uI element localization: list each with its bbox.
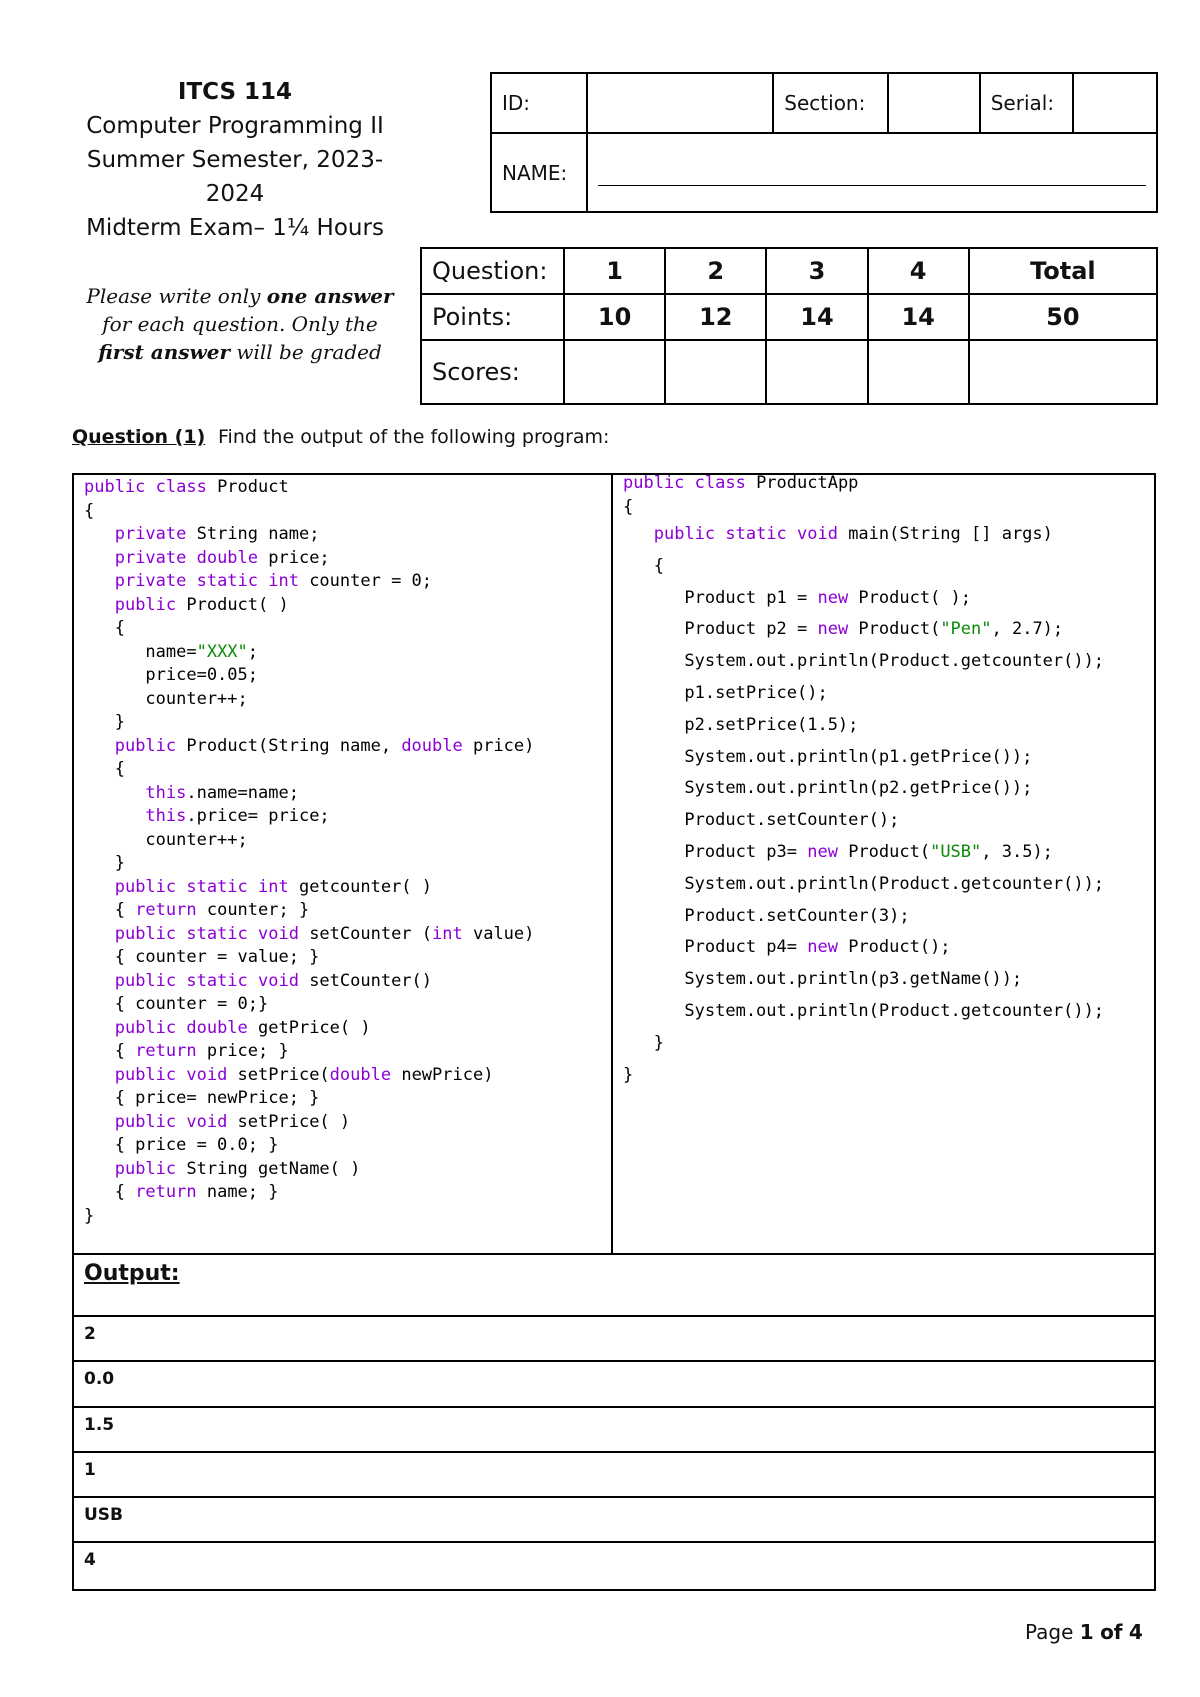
question-1-text: Find the output of the following program: xyxy=(218,426,610,448)
note-text: for each question. Only the xyxy=(102,312,378,336)
score-field[interactable] xyxy=(564,340,665,404)
question-1-heading xyxy=(72,426,610,448)
score-field[interactable] xyxy=(868,340,969,404)
note-bold: one answer xyxy=(266,284,394,308)
page-number xyxy=(1025,1620,1143,1644)
name-label: NAME: xyxy=(491,133,587,212)
name-underline xyxy=(598,165,1146,186)
page-total: 4 xyxy=(1128,1620,1143,1644)
points-total: 50 xyxy=(969,294,1157,340)
score-table xyxy=(420,247,1158,405)
page-word: Page xyxy=(1025,1620,1074,1644)
question-number: 2 xyxy=(665,248,766,294)
output-label: Output: xyxy=(74,1255,1154,1317)
output-line[interactable]: 1 xyxy=(74,1453,1154,1498)
course-header xyxy=(80,75,390,245)
course-code: ITCS 114 xyxy=(177,79,293,105)
exam-title: Midterm Exam– 1¼ Hours xyxy=(86,215,384,241)
note-text: Please write only xyxy=(86,284,267,308)
page-of: of xyxy=(1100,1620,1123,1644)
product-class-code: public class Product { private String name; private double price; private static int counter = 0; public Product( ) { name="XXX"; price=0.05; counter++; } public Product(String name, double price) { this.name=name; this.price= price; counter++; } public static int getcounter( ) { return counter; } public static void setCounter (int value) { counter = value; } public static void setCounter() { counter = 0;} public double getPrice( ) { return price; } public void setPrice(double newPrice) { price= newPrice; } public void setPrice( ) { price = 0.0; } public String getName( ) { return name; } } xyxy=(74,475,613,1253)
output-line[interactable]: 0.0 xyxy=(74,1362,1154,1407)
total-header: Total xyxy=(969,248,1157,294)
question-1-label: Question (1) xyxy=(72,426,206,448)
output-line[interactable]: USB xyxy=(74,1498,1154,1543)
course-name: Computer Programming II xyxy=(86,113,384,139)
question-number: 4 xyxy=(868,248,969,294)
code-listing xyxy=(72,473,1156,1255)
question-label: Question: xyxy=(421,248,564,294)
output-line[interactable]: 1.5 xyxy=(74,1408,1154,1453)
answer-note xyxy=(85,282,395,366)
semester: Summer Semester, 2023-2024 xyxy=(86,147,384,207)
serial-label: Serial: xyxy=(980,73,1073,133)
id-label: ID: xyxy=(491,73,587,133)
points-label: Points: xyxy=(421,294,564,340)
section-field[interactable] xyxy=(888,73,979,133)
points-value: 12 xyxy=(665,294,766,340)
question-number: 1 xyxy=(564,248,665,294)
points-value: 14 xyxy=(766,294,867,340)
score-field[interactable] xyxy=(766,340,867,404)
scores-label: Scores: xyxy=(421,340,564,404)
student-id-box xyxy=(490,72,1158,213)
productapp-class-code: public class ProductApp { public static void main(String [] args) { Product p1 = new Product( ); Product p2 = new Product("Pen", 2.7); System.out.println(Product.getcounter()); p1.setPrice(); p2.setPrice(1.5); System.out.println(p1.getPrice()); System.out.println(p2.getPrice()); Product.setCounter(); Product p3= new Product("USB", 3.5); System.out.println(Product.getcounter()); Product.setCounter(3); Product p4= new Product(); System.out.println(p3.getName()); System.out.println(Product.getcounter()); } } xyxy=(623,473,1105,1085)
score-total-field[interactable] xyxy=(969,340,1157,404)
name-field[interactable] xyxy=(587,133,1157,212)
id-field[interactable] xyxy=(587,73,774,133)
section-label: Section: xyxy=(773,73,888,133)
score-field[interactable] xyxy=(665,340,766,404)
page-current: 1 xyxy=(1079,1620,1094,1644)
note-text: will be graded xyxy=(230,340,382,364)
question-number: 3 xyxy=(766,248,867,294)
output-line[interactable]: 4 xyxy=(84,1550,96,1571)
output-line[interactable]: 2 xyxy=(74,1317,1154,1362)
points-value: 14 xyxy=(868,294,969,340)
output-section xyxy=(72,1255,1156,1591)
points-value: 10 xyxy=(564,294,665,340)
serial-field[interactable] xyxy=(1073,73,1157,133)
note-bold: first answer xyxy=(98,340,231,364)
